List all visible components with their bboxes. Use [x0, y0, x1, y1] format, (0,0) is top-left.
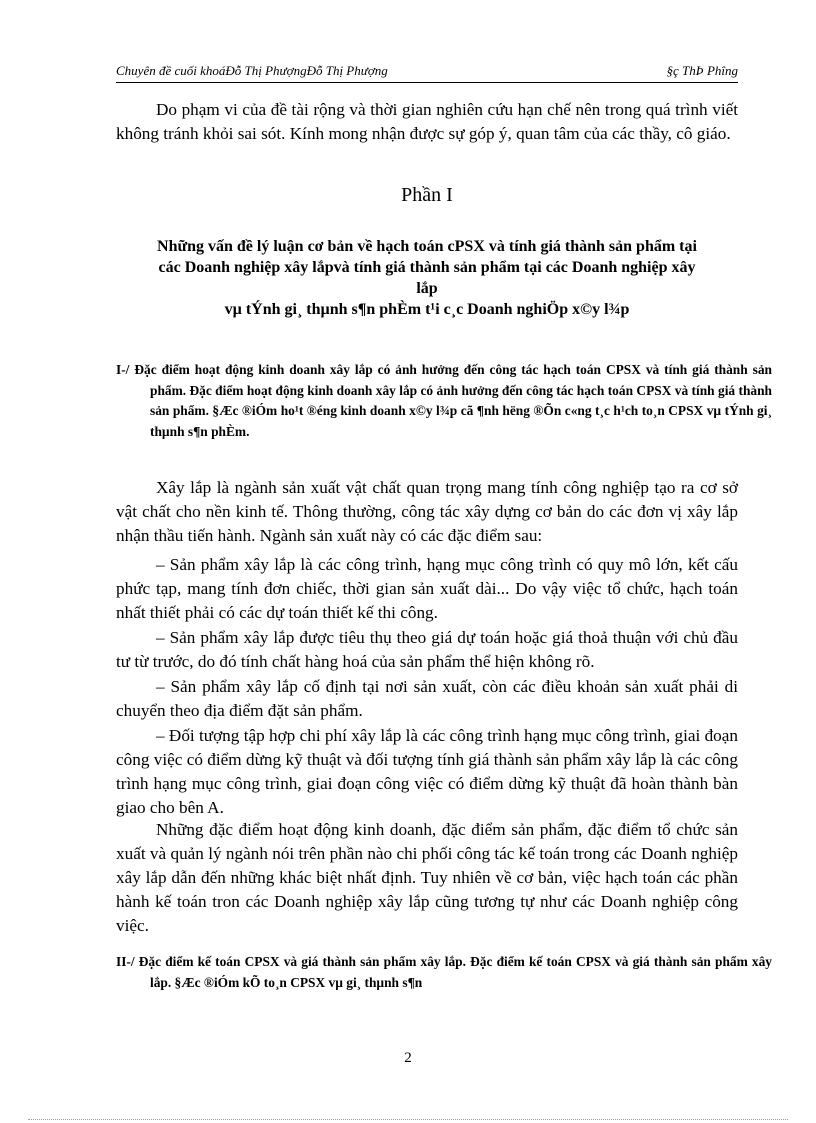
running-header	[116, 62, 738, 80]
footer-divider	[28, 1119, 788, 1120]
chapter-heading-line-3: lắp	[416, 280, 438, 297]
chapter-heading-line-2: các Doanh nghiệp xây lắpvà tính giá thành sản phẩm tại các Doanh nghiệp xây	[158, 259, 696, 276]
bullet-item-2: – Sản phẩm xây lắp được tiêu thụ theo giá dự toán hoặc giá thoả thuận với chủ đầu tư từ trước, do đó tính chất hàng hoá của sản phẩm thể hiện không rõ.	[116, 628, 738, 671]
header-left-title: Chuyên đề cuối khoáĐỗ Thị PhượngĐỗ Thị Phượng	[116, 63, 388, 78]
intro-paragraph: Do phạm vi của đề tài rộng và thời gian nghiên cứu hạn chế nên trong quá trình viết không tránh khỏi sai sót. Kính mong nhận được sự góp ý, quan tâm của các thầy, cô giáo.	[116, 100, 738, 143]
chapter-heading-line-4: vµ tÝnh gi¸ thµnh s¶n phÈm t¹i c¸c Doanh nghiÖp x©y l¾p	[224, 301, 630, 318]
chapter-heading-line-1: Những vấn đề lý luận cơ bản về hạch toán cPSX và tính giá thành sản phẩm tại	[157, 238, 697, 255]
section-heading-1: I-/ Đặc điểm hoạt động kinh doanh xây lắp có ảnh hưởng đến công tác hạch toán CPSX và tính giá thành sản phẩm. Đặc điểm hoạt động kinh doanh xây lắp có ảnh hưởng đến công tác hạch toán CPSX và tính giá thành sản phẩm. §Æc ®iÓm ho¹t ®éng kinh doanh x©y l¾p cã ¶nh hëng ®Õn c«ng t¸c h¹ch to¸n CPSX vµ tÝnh gi¸ thµnh s¶n phÈm.	[116, 362, 772, 439]
bullet-item-3: – Sản phẩm xây lắp cố định tại nơi sản xuất, còn các điều khoản sản xuất phải di chuyển theo địa điểm đặt sản phẩm.	[116, 677, 738, 720]
chapter-heading	[116, 236, 738, 320]
bullet-item-4: – Đối tượng tập hợp chi phí xây lắp là các công trình hạng mục công trình, giai đoạn công việc có điểm dừng kỹ thuật và đối tượng tính giá thành sản phẩm xây lắp là các công trình hạng mục công trình, giai đoạn công việc có điểm dừng kỹ thuật đã hoàn thành bàn giao cho bên A.	[116, 726, 738, 817]
part-title: Phần I	[401, 184, 453, 206]
header-right-author: §ç ThÞ Phîng	[666, 63, 738, 78]
section-heading-2: II-/ Đặc điểm kế toán CPSX và giá thành sản phẩm xây lắp. Đặc điểm kế toán CPSX và giá thành sản phẩm xây lắp. §Æc ®iÓm kÕ to¸n CPSX vµ gi¸ thµnh s¶n	[116, 954, 772, 990]
body-paragraph-1: Xây lắp là ngành sản xuất vật chất quan trọng mang tính công nghiệp tạo ra cơ sở vật chất cho nền kinh tế. Thông thường, công tác xây dựng cơ bản do các đơn vị xây lắp nhận thầu tiến hành. Ngành sản xuất này có các đặc điểm sau:	[116, 478, 738, 545]
page-number: 2	[404, 1050, 412, 1066]
bullet-item-1: – Sản phẩm xây lắp là các công trình, hạng mục công trình có quy mô lớn, kết cấu phức tạp, mang tính đơn chiếc, thời gian sản xuất dài... Do vậy việc tổ chức, hạch toán nhất thiết phải có các dự toán thiết kế thi công.	[116, 555, 738, 622]
header-divider	[116, 82, 738, 83]
body-paragraph-2: Những đặc điểm hoạt động kinh doanh, đặc điểm sản phẩm, đặc điểm tổ chức sản xuất và quản lý ngành nói trên phần nào chi phối công tác kế toán trong các Doanh nghiệp xây lắp dẫn đến những khác biệt nhất định. Tuy nhiên về cơ bản, việc hạch toán các phần hành kế toán tron các Doanh nghiệp xây lắp cũng tương tự như các Doanh nghiệp công việc.	[116, 820, 738, 935]
